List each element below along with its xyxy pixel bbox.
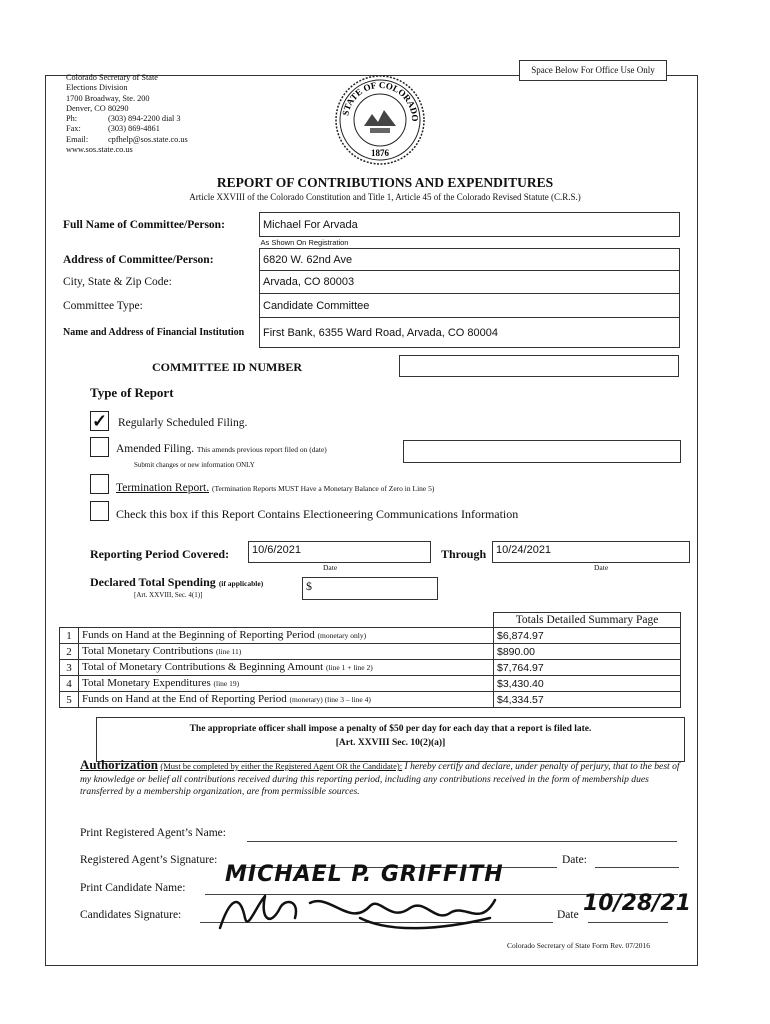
electioneering-checkbox[interactable] bbox=[90, 501, 109, 521]
row-number: 5 bbox=[60, 692, 79, 708]
summary-table bbox=[59, 612, 681, 708]
city-label: City, State & Zip Code: bbox=[63, 276, 172, 288]
city-value[interactable]: Arvada, CO 80003 bbox=[260, 271, 680, 294]
row-note: (line 19) bbox=[213, 679, 240, 688]
authorization-block bbox=[80, 759, 690, 799]
spending-ref: [Art. XXVIII, Sec. 4(1)] bbox=[134, 591, 203, 599]
agent-date-label: Date: bbox=[562, 854, 587, 866]
committee-type-label: Committee Type: bbox=[63, 299, 143, 312]
authorization-heading: Authorization bbox=[80, 757, 158, 772]
fax-label: Fax: bbox=[66, 124, 81, 134]
row-note: (line 1 + line 2) bbox=[325, 663, 373, 672]
summary-row bbox=[60, 628, 681, 644]
regular-filing-label: Regularly Scheduled Filing. bbox=[118, 417, 248, 429]
sos-address-block bbox=[66, 73, 188, 155]
spending-label bbox=[90, 575, 263, 590]
amended-sub-note: Submit changes or new information ONLY bbox=[134, 461, 255, 469]
row-label bbox=[79, 660, 494, 676]
termination-note: (Termination Reports MUST Have a Monetary Balance of Zero in Line 5) bbox=[211, 484, 435, 493]
report-subtitle: Article XXVIII of the Colorado Constitution and Title 1, Article 45 of the Colorado Revised Statute (C.R.S.) bbox=[189, 192, 581, 202]
candidate-signature-label: Candidates Signature: bbox=[80, 909, 182, 921]
candidate-date-label: Date bbox=[557, 909, 579, 921]
row-number: 2 bbox=[60, 644, 79, 660]
agent-signature-label: Registered Agent’s Signature: bbox=[80, 854, 218, 866]
candidate-name-handwritten: MICHAEL P. GRIFFITH bbox=[225, 862, 504, 887]
period-to-field[interactable]: 10/24/2021 bbox=[492, 541, 690, 563]
summary-row bbox=[60, 692, 681, 708]
seal-year: 1876 bbox=[371, 148, 389, 158]
committee-info-table bbox=[59, 212, 680, 348]
website: www.sos.state.co.us bbox=[66, 145, 133, 155]
row-label-text: Total of Monetary Contributions & Beginning Amount bbox=[82, 661, 324, 673]
row-number: 1 bbox=[60, 628, 79, 644]
full-name-value[interactable]: Michael For Arvada bbox=[260, 213, 680, 237]
candidate-date-line[interactable] bbox=[588, 921, 668, 923]
through-label: Through bbox=[441, 547, 487, 561]
row-label bbox=[79, 644, 494, 660]
agent-name-label: Print Registered Agent’s Name: bbox=[80, 827, 226, 839]
agent-name-line[interactable] bbox=[247, 840, 677, 842]
state-seal-icon bbox=[334, 74, 426, 166]
svg-text:STATE OF COLORADO: STATE OF COLORADO bbox=[340, 79, 421, 122]
row-label-text: Funds on Hand at the Beginning of Reporting Period bbox=[82, 629, 315, 641]
row-amount[interactable]: $3,430.40 bbox=[494, 676, 681, 692]
bank-label: Name and Address of Financial Institution bbox=[63, 326, 245, 338]
full-name-label: Full Name of Committee/Person: bbox=[63, 218, 225, 231]
row-note: (monetary only) bbox=[317, 631, 367, 640]
row-amount[interactable]: $6,874.97 bbox=[494, 628, 681, 644]
row-number: 4 bbox=[60, 676, 79, 692]
fax-value: (303) 869-4861 bbox=[108, 124, 160, 134]
authorization-text: I hereby certify and declare, under penalty of perjury, that to the best of my knowledge or belief all contributions received during this reporting period, including any contributions received in the form of membership dues transferred by a membership organization, are from permissible sources. bbox=[80, 761, 680, 797]
penalty-notice bbox=[96, 717, 685, 762]
row-label-text: Total Monetary Expenditures bbox=[82, 677, 211, 689]
amended-title: Amended Filing. bbox=[116, 443, 194, 455]
period-to-caption: Date bbox=[594, 563, 609, 572]
period-from-caption: Date bbox=[323, 563, 338, 572]
penalty-line2: [Art. XXVIII Sec. 10(2)(a)] bbox=[335, 738, 446, 748]
amended-note: This amends previous report filed on (date) bbox=[196, 445, 327, 454]
report-type-heading: Type of Report bbox=[90, 385, 174, 400]
row-label-text: Total Monetary Contributions bbox=[82, 645, 214, 657]
row-note: (monetary) (line 3 – line 4) bbox=[289, 695, 371, 704]
spending-label-text: Declared Total Spending bbox=[90, 575, 216, 589]
authorization-note: (Must be completed by either the Registered Agent OR the Candidate): bbox=[160, 761, 403, 771]
row-label-text: Funds on Hand at the End of Reporting Period bbox=[82, 693, 287, 705]
address-org: Colorado Secretary of State bbox=[66, 73, 158, 82]
candidate-date-handwritten: 10/28/21 bbox=[583, 891, 691, 916]
email-value: cpfhelp@sos.state.co.us bbox=[108, 134, 188, 144]
committee-type-value[interactable]: Candidate Committee bbox=[260, 294, 680, 318]
office-use-box: Space Below For Office Use Only bbox=[519, 60, 667, 81]
amended-filing-checkbox[interactable] bbox=[90, 437, 109, 457]
row-number: 3 bbox=[60, 660, 79, 676]
agent-date-line[interactable] bbox=[595, 866, 679, 868]
row-note: (line 11) bbox=[215, 647, 242, 656]
termination-label bbox=[116, 482, 434, 494]
row-label bbox=[79, 628, 494, 644]
form-footer: Colorado Secretary of State Form Rev. 07/2016 bbox=[507, 941, 651, 950]
electioneering-label: Check this box if this Report Contains Electioneering Communications Information bbox=[116, 507, 519, 521]
spending-field[interactable]: $ bbox=[302, 577, 438, 600]
committee-id-label: COMMITTEE ID NUMBER bbox=[152, 360, 303, 374]
report-title: REPORT OF CONTRIBUTIONS AND EXPENDITURES bbox=[216, 175, 554, 190]
address-value[interactable]: 6820 W. 62nd Ave bbox=[260, 249, 680, 271]
committee-id-field[interactable] bbox=[399, 355, 679, 377]
amended-date-field[interactable] bbox=[403, 440, 681, 463]
candidate-signature-icon bbox=[210, 888, 510, 938]
address-label: Address of Committee/Person: bbox=[63, 253, 214, 266]
spending-applicable: (if applicable) bbox=[218, 579, 264, 588]
period-from-field[interactable]: 10/6/2021 bbox=[248, 541, 431, 563]
phone-label: Ph: bbox=[66, 114, 78, 124]
row-amount[interactable]: $890.00 bbox=[494, 644, 681, 660]
bank-value[interactable]: First Bank, 6355 Ward Road, Arvada, CO 80004 bbox=[260, 318, 680, 348]
candidate-name-label: Print Candidate Name: bbox=[80, 882, 186, 894]
row-label bbox=[79, 676, 494, 692]
period-label: Reporting Period Covered: bbox=[90, 547, 230, 561]
address-division: Elections Division bbox=[66, 83, 128, 93]
address-city: Denver, CO 80290 bbox=[66, 103, 129, 113]
row-amount[interactable]: $7,764.97 bbox=[494, 660, 681, 676]
row-label bbox=[79, 692, 494, 708]
termination-title: Termination Report. bbox=[116, 482, 210, 494]
address-street: 1700 Broadway, Ste. 200 bbox=[66, 93, 150, 103]
summary-row bbox=[60, 660, 681, 676]
phone-value: (303) 894-2200 dial 3 bbox=[108, 114, 181, 124]
summary-row bbox=[60, 676, 681, 692]
row-amount[interactable]: $4,334.57 bbox=[494, 692, 681, 708]
penalty-line1: The appropriate officer shall impose a penalty of $50 per day for each day that a report is filed late. bbox=[189, 724, 592, 734]
amended-filing-label bbox=[116, 443, 327, 455]
summary-header: Totals Detailed Summary Page bbox=[494, 613, 681, 628]
termination-checkbox[interactable] bbox=[90, 474, 109, 494]
as-shown-hint: As Shown On Registration bbox=[260, 238, 349, 247]
email-label: Email: bbox=[66, 134, 89, 144]
regular-filing-checkbox[interactable]: ✓ bbox=[91, 411, 108, 431]
summary-row bbox=[60, 644, 681, 660]
